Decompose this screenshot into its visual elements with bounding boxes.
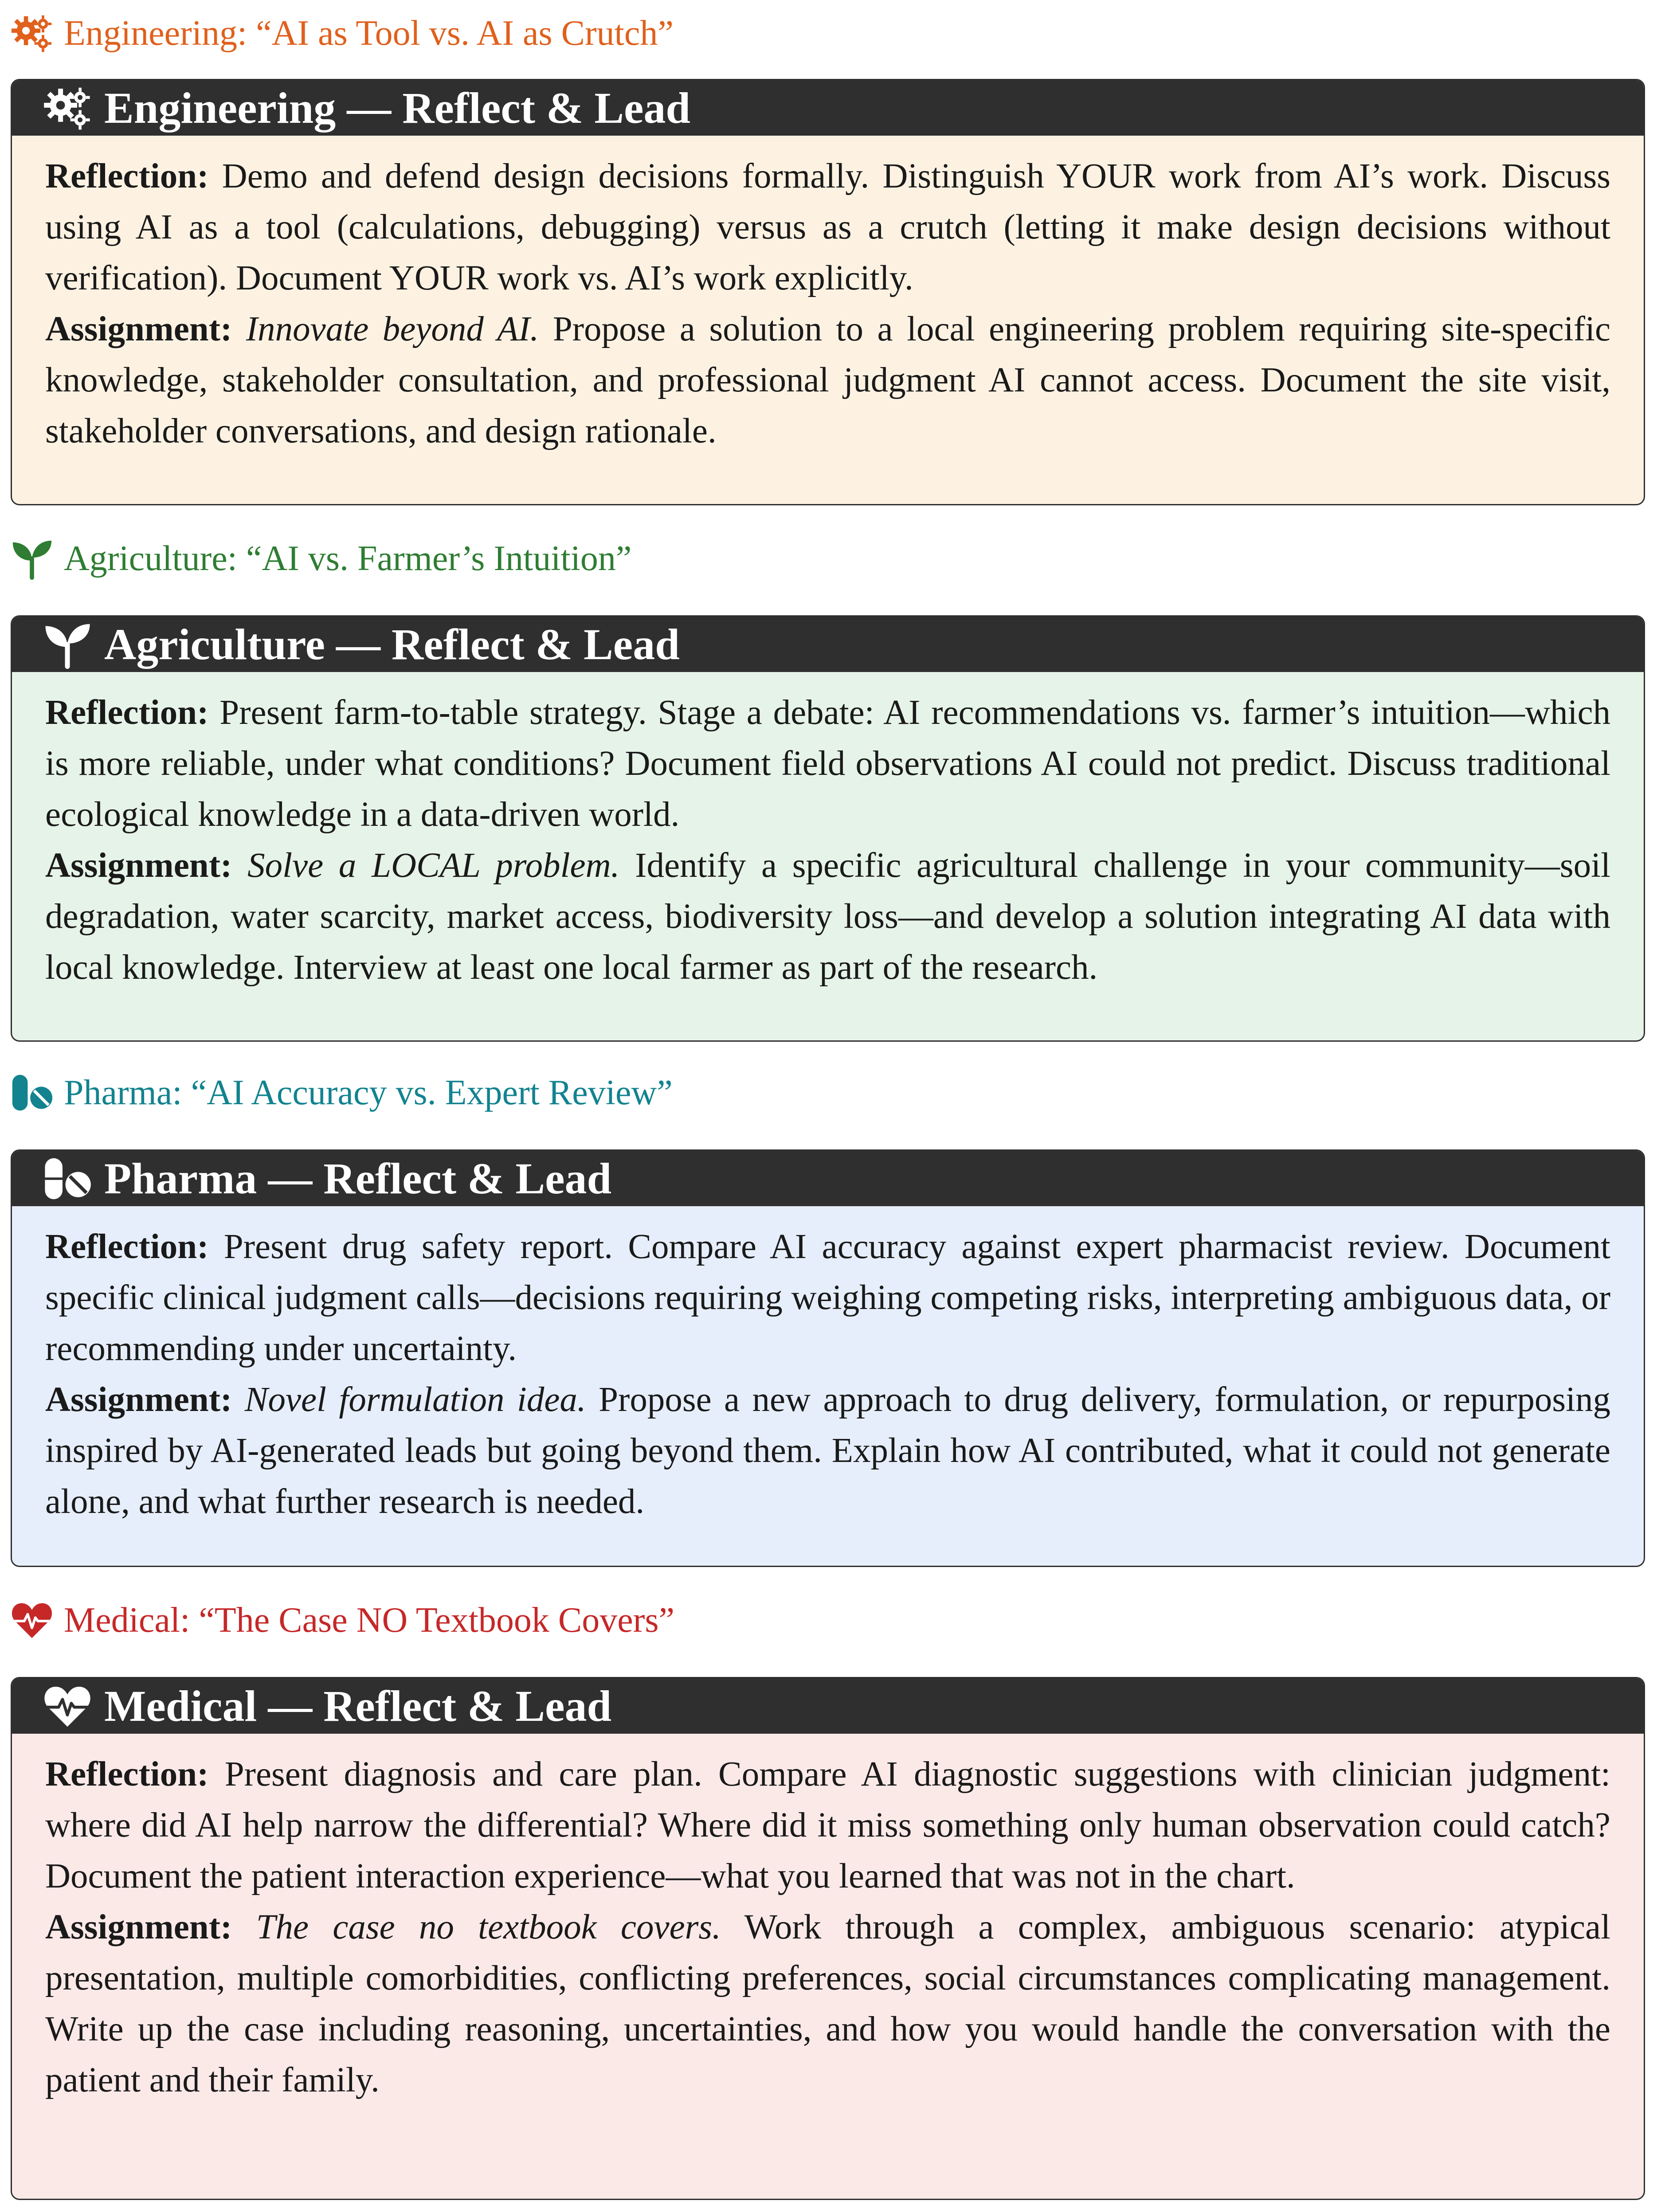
assignment-text: Work through a complex, ambiguous scenario: atypical presentation, multiple comorbidities, conflicting preferences, social circumstances complicating management. Write up the case including reasoning, uncertainties, and how you would handle the conversation with the patient and their family.	[45, 1908, 1611, 2099]
reflection-label: Reflection:	[45, 693, 209, 732]
assignment-text: Identify a specific agricultural challenge in your community—soil degradation, water scarcity, market access, biodiversity loss—and develop a solution integrating AI data with local knowledge. Interview at least one local farmer as part of the research.	[45, 846, 1611, 987]
box-title-bar	[12, 617, 1644, 672]
reflection-label: Reflection:	[45, 1755, 209, 1794]
seedling-icon	[11, 537, 53, 580]
reflection-text: Present farm-to-table strategy. Stage a debate: AI recommendations vs. farmer’s intuition—which is more reliable, under what conditions? Document field observations AI could not predict. Discuss traditional ecological knowledge in a data-driven world.	[45, 693, 1611, 834]
box-title-bar	[12, 1678, 1644, 1734]
pills-icon	[43, 1154, 92, 1203]
box-title-bar	[12, 1151, 1644, 1206]
assignment-paragraph	[45, 1374, 1610, 1527]
assignment-label: Assignment:	[45, 846, 232, 885]
pills-icon	[11, 1071, 53, 1114]
section-heading	[11, 1068, 673, 1117]
reflection-paragraph	[45, 151, 1610, 304]
gears-icon	[11, 12, 53, 55]
assignment-label: Assignment:	[45, 1908, 232, 1946]
assignment-text: Propose a new approach to drug delivery, formulation, or repurposing inspired by AI-generated leads but going beyond them. Explain how AI contributed, what it could not generate alone, and what further research is needed.	[45, 1380, 1611, 1521]
reflect-lead-box	[11, 79, 1645, 505]
section-heading	[11, 1596, 674, 1645]
assignment-paragraph	[45, 1902, 1610, 2106]
section-heading-text: Pharma: “AI Accuracy vs. Expert Review”	[64, 1073, 673, 1112]
box-title-text: Agriculture — Reflect & Lead	[104, 620, 680, 669]
reflection-paragraph	[45, 1221, 1610, 1374]
gears-icon	[43, 84, 92, 133]
assignment-paragraph	[45, 304, 1610, 457]
box-body	[12, 1734, 1644, 2119]
assignment-task: Solve a LOCAL problem.	[247, 846, 620, 885]
section-heading	[11, 534, 631, 583]
seedling-icon	[43, 620, 92, 669]
reflect-lead-box	[11, 615, 1645, 1042]
assignment-label: Assignment:	[45, 310, 232, 348]
box-body	[12, 1206, 1644, 1540]
reflection-text: Demo and defend design decisions formally. Distinguish YOUR work from AI’s work. Discuss using AI as a tool (calculations, debugging) versus as a crutch (letting it make design decisions without verification). Document YOUR work vs. AI’s work explicitly.	[45, 157, 1611, 297]
reflect-lead-box	[11, 1149, 1645, 1567]
reflection-label: Reflection:	[45, 1227, 209, 1266]
section-heading-text: Engineering: “AI as Tool vs. AI as Crutch”	[64, 14, 674, 53]
box-title-bar	[12, 80, 1644, 136]
reflection-label: Reflection:	[45, 157, 209, 195]
assignment-task: The case no textbook covers.	[256, 1908, 721, 1946]
assignment-label: Assignment:	[45, 1380, 232, 1419]
box-title-text: Pharma — Reflect & Lead	[104, 1154, 612, 1203]
section-heading	[11, 9, 674, 58]
heartbeat-icon	[43, 1682, 92, 1731]
box-title-text: Engineering — Reflect & Lead	[104, 83, 691, 133]
box-body	[12, 136, 1644, 470]
assignment-task: Novel formulation idea.	[244, 1380, 586, 1419]
reflection-text: Present diagnosis and care plan. Compare AI diagnostic suggestions with clinician judgment: where did AI help narrow the differential? Where did it miss something only human observation could catch? Document the patient interaction experience—what you learned that was not in the chart.	[45, 1755, 1611, 1895]
assignment-task: Innovate beyond AI.	[246, 310, 539, 348]
reflection-paragraph	[45, 687, 1610, 840]
reflection-text: Present drug safety report. Compare AI accuracy against expert pharmacist review. Document specific clinical judgment calls—decisions requiring weighing competing risks, interpreting ambiguous data, or recommending under uncertainty.	[45, 1227, 1611, 1368]
reflection-paragraph	[45, 1749, 1610, 1902]
section-heading-text: Agriculture: “AI vs. Farmer’s Intuition”	[64, 539, 632, 578]
box-title-text: Medical — Reflect & Lead	[104, 1681, 612, 1731]
heartbeat-icon	[11, 1599, 53, 1641]
section-heading-text: Medical: “The Case NO Textbook Covers”	[64, 1601, 674, 1640]
assignment-text: Propose a solution to a local engineering problem requiring site-specific knowledge, stakeholder consultation, and professional judgment AI cannot access. Document the site visit, stakeholder conversations, and design rationale.	[45, 310, 1611, 450]
reflect-lead-box	[11, 1677, 1645, 2200]
box-body	[12, 672, 1644, 1006]
assignment-paragraph	[45, 840, 1610, 993]
